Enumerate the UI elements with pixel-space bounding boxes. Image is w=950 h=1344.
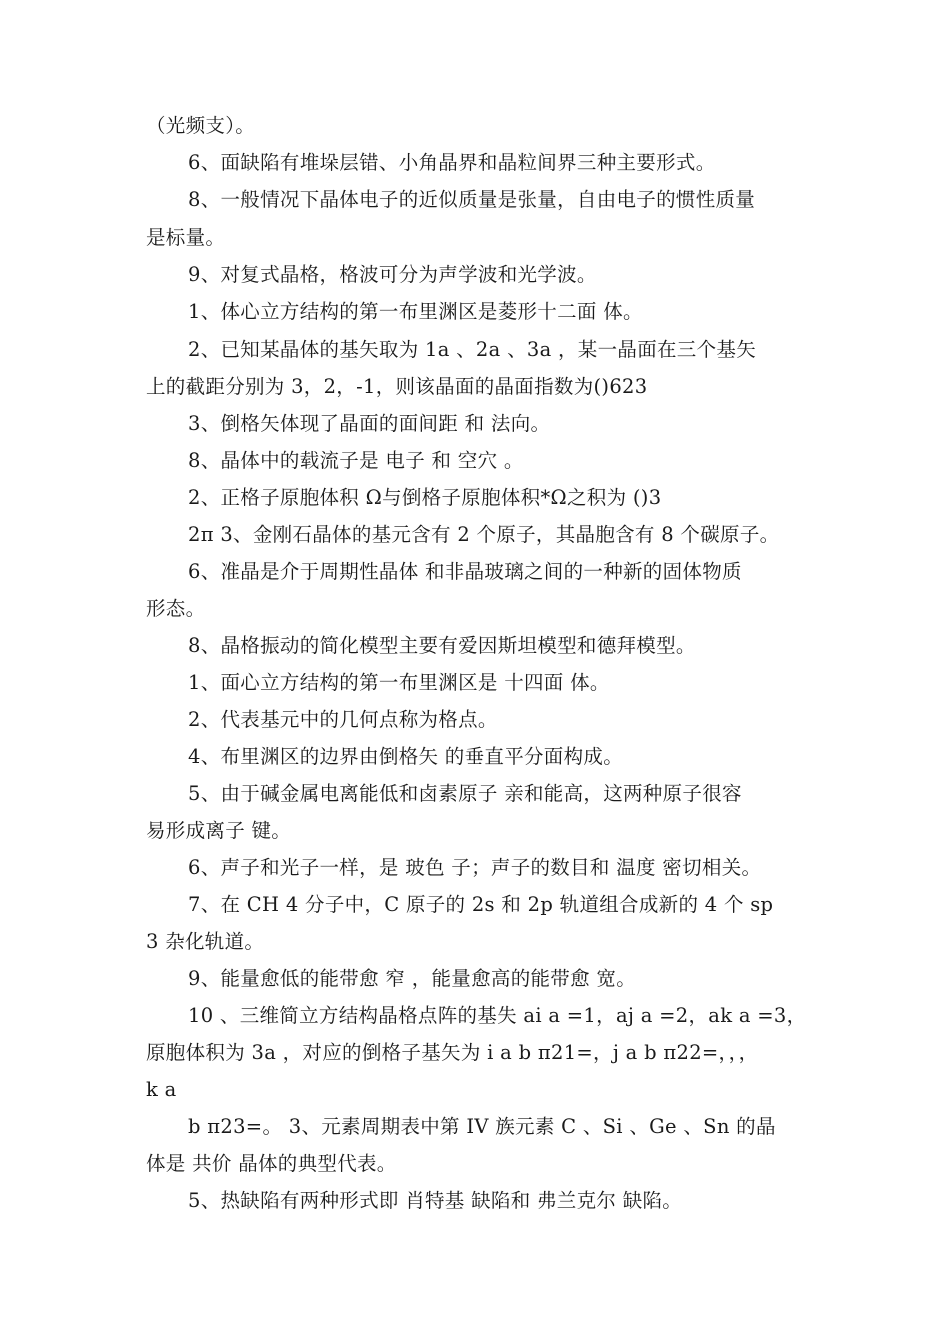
text-line: 5、热缺陷有两种形式即 肖特基 缺陷和 弗兰克尔 缺陷。 xyxy=(188,1189,683,1212)
text-line: 2、已知某晶体的基矢取为 1a 、2a 、3a ，某一晶面在三个基矢 xyxy=(188,338,756,361)
text-line: 2、正格子原胞体积 Ω与倒格子原胞体积*Ω之积为 ()3 xyxy=(188,486,662,509)
text-line: 5、由于碱金属电离能低和卤素原子 亲和能高，这两种原子很容 xyxy=(188,782,742,805)
text-line: 2、代表基元中的几何点称为格点。 xyxy=(188,708,498,731)
text-line: 8、一般情况下晶体电子的近似质量是张量，自由电子的惯性质量 xyxy=(188,188,756,211)
text-line: 6、准晶是介于周期性晶体 和非晶玻璃之间的一种新的固体物质 xyxy=(188,560,742,583)
text-line: 3、倒格矢体现了晶面的面间距 和 法向。 xyxy=(188,412,551,435)
text-line: 易形成离子 键。 xyxy=(146,819,292,842)
text-line: 8、晶格振动的简化模型主要有爱因斯坦模型和德拜模型。 xyxy=(188,634,696,657)
text-line: 2π 3、金刚石晶体的基元含有 2 个原子，其晶胞含有 8 个碳原子。 xyxy=(188,523,780,546)
text-line: 3 杂化轨道。 xyxy=(146,930,265,953)
text-line: 7、在 CH 4 分子中，C 原子的 2s 和 2p 轨道组合成新的 4 个 sp xyxy=(188,893,774,916)
text-line: 6、面缺陷有堆垛层错、小角晶界和晶粒间界三种主要形式。 xyxy=(188,151,716,174)
text-line: 1、体心立方结构的第一布里渊区是菱形十二面 体。 xyxy=(188,300,643,323)
text-line: 1、面心立方结构的第一布里渊区是 十四面 体。 xyxy=(188,671,610,694)
text-line: 4、布里渊区的边界由倒格矢 的垂直平分面构成。 xyxy=(188,745,624,768)
text-line: k a xyxy=(146,1078,177,1101)
text-line: 8、晶体中的载流子是 电子 和 空穴 。 xyxy=(188,449,524,472)
text-line: 10 、三维简立方结构晶格点阵的基失 ai a =1，aj a =2，ak a =3， xyxy=(188,1004,807,1027)
text-line: 形态。 xyxy=(146,597,206,620)
text-line: 上的截距分别为 3，2，-1，则该晶面的晶面指数为()623 xyxy=(146,375,648,398)
text-line: 9、对复式晶格，格波可分为声学波和光学波。 xyxy=(188,263,597,286)
text-line: 6、声子和光子一样，是 玻色 子；声子的数目和 温度 密切相关。 xyxy=(188,856,762,879)
text-line: b π23=。 3、元素周期表中第 IV 族元素 C 、Si 、Ge 、Sn 的晶 xyxy=(188,1115,776,1138)
text-line: 9、能量愈低的能带愈 窄 ，能量愈高的能带愈 宽。 xyxy=(188,967,637,990)
text-line: 原胞体积为 3a ，对应的倒格子基矢为 i a b π21=，j a b π22=，，， xyxy=(146,1041,759,1064)
text-line: （光频支）。 xyxy=(146,114,256,137)
text-line: 是标量。 xyxy=(146,226,226,249)
text-line: 体是 共价 晶体的典型代表。 xyxy=(146,1152,397,1175)
